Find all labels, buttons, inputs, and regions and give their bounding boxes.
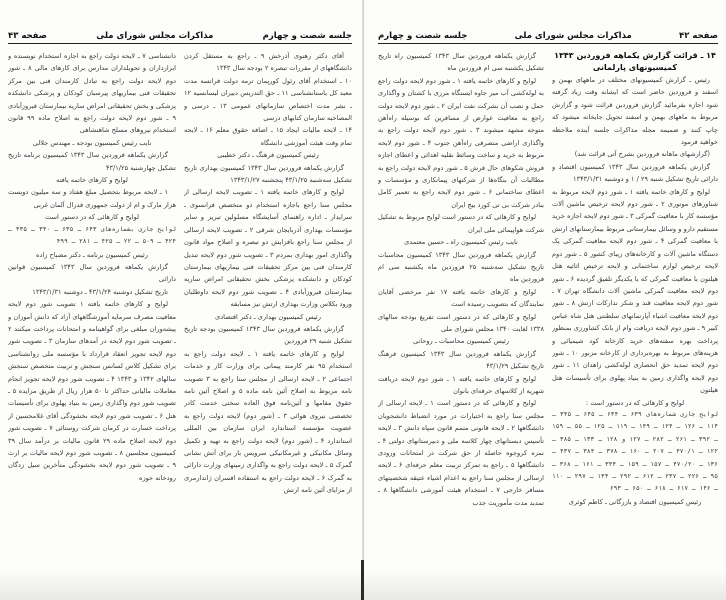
- column-right: [552, 50, 718, 560]
- paragraph: گزارش یکماهه فروردین سال ۱۳۴۳ کمیسیون بودجه تاریخ تشکیل شنبه ۲۹ فروردین: [184, 324, 352, 346]
- paragraph: لوایح و کارهای خاتمه یافته ۱ ـ شور دوم لایحه مربوط به شناورهای موتوری ۲ ـ شور دوم لایحه ترخیص ماشین آلات مؤسسه کار با معافیت گمرکی ۳ ـ شور دوم لایحه اجازه خرید مستقیم دارو و وسائل بیمارستانی مربوط بیمارستانهای ارتش با معافیت گمرکی ۴ ـ شور دوم لایحه معافیت گمرکی یک دستگاه ماشین آلات و کارخانه‌های زیبای کشور ۵ ـ شور دوم لایحه ترخیص لوازم ساختمانی و لایحه ترخیص اثاثیه هتل هیلتون با معافیت گمرکی که با یکدیگر تلفیق گردیده ۶ ـ شور دوم لایحه معافیت گمرکی ماشین آلات دانشگاه تهران ۷ ـ شور دوم لایحه معافیت قند و شکر ندارکات ارتش ۸ ـ شور دوم لایحه معافیت اشیاء آپارتمانهای سلطنتی هتل شاه عباس کبیر ۹ ـ شور دوم لایحه دریافت وام از بانک کشاورزی بمنظور پرداخت بهره سفته‌های خرید کارخانه کود شیمیائی و هزینه‌های مربوط به بهره‌برداری از کارخانه مزبور ۱۰ ـ شور دوم لایحه تمدید حق انحصاری لوله‌کشی زاهدان ۱۱ ـ شور دوم لایحه واگذاری زمین به بنیاد پهلوی برای تأسیسات هتل هیلتون: [552, 187, 718, 395]
- page-header: [378, 30, 718, 44]
- paragraph: گزارش یکماهه فروردین سال ۱۳۴۳ کمیسیون اقتصاد و دارائی تاریخ تشکیل شنبه ۲۹ / ۱ و دوشنبه ۱۳۴۳/۱/۳۱: [552, 162, 718, 184]
- paragraph: لوایح و کارهائی که در دستور است تفریغ بودجه سالهای ۱۳۳۸ لغایت ۱۳۴۰ مجلس شورای ملی: [378, 312, 544, 333]
- bill-numbers-list: لوایح جاری شماره‌های ۶۳۹ ـ ۶۳۴ ـ ۶۴۵ ـ ۳۴۵ ـ ۱۱۴ ـ ۱۲۶ ـ ۱۲۴ ـ ۱۴۹ ـ ۱۱۹ ـ ۱۲۵ ـ ۵۵ ـ ۱۵۹ ـ ۳۹۲ ـ ۲۶۱ ـ ۲۸۲ ـ ۱۲۷ و ۱۲۸ ـ ۱۳۳ ـ ۳۸۵ ـ ۱۲۲ ـ ۴۷۰/۱ ـ ۲۰۷ ـ ۱۶۰ ـ ۳۷۸ ـ ۳۸۴ ـ ۴۳۷ ـ ۱۳۶ ـ ۴۷۰/۲۰ ـ ۱۵۷ ـ ۱۵۹ ـ ۳۴۴ ـ ۱۶۱ ـ ۳۶۸ ـ ۹۵ ـ ۲۲۶ ـ ۲۳۷ ـ ۶۱۲ ـ ۲۹۲ ـ ۱۳۴ ـ ۲۹۷ ـ ۱۱۰ ـ ۱۴۶ ـ ۶۱۷ ـ ۶۱۸ ـ ۶۵۰ ـ ۶۹۳: [552, 410, 718, 493]
- paragraph: گزارش یکماهه فروردین سال ۱۳۴۳ کمیسیون فرهنگ تاریخ تشکیل ۴۳/۱/۲۹: [378, 349, 544, 371]
- paragraph: لوایح و کارهای خاتمه یافته ۱ ـ تصویب لایحه ارسالی از مجلس سنا راجع باجازه استخدام دو متخصص فرانسوی ـ سرایدار ـ اداره راهنمای آسایشگاه مسلولین تبریز و سایر مؤسسات بهداری آذربایجان شرقی ۲ ـ تصویب لایحه ارسالی از مجلس سنا راجع بافزایش دو تبصره و اصلاح مواد قانون واگذاری امور بهداری بمردم ۳ ـ تصویب شور دوم لایحه تبدیل کارمندان فنی بین مرکز تحقیقات فنی بیماریهای بیمارستان کودکان و دانشکده پزشکی بخش تحقیقاتی امراض ساریه بیمارستان فیروزآبادی ۴ ـ تصویب شور دوم لایحه داوطلبان ورود بکلاس وزارت بهداری ارتش نیز مسابقه: [184, 188, 352, 309]
- paragraph: لوایح و کارهای خاتمه یافته ۱ تصویب شور دوم لایحه معافیت مصرف سرمایه آموزشگاههای آزاد که دانش آموزان و پیشه‌وران مبلغی برای گواهینامه و امتحانات پرداخت میکنند ۲ ـ تصویب شور دوم لایحه در آمدهای سازمان ۳ ـ تصویب شور دوم لایحه تجویز انعقاد قرارداد با مؤسسه ملی روانشناسی برای تشکیل کلاس لسانس سنجش و تربیت متخصص سنجش سالهای ۱۳۴۲ و ۱۳۴۳ ۴ ـ تصویب شور دوم لایحه تجویز انجام معاملات مالیاتی حداکثر تا ۵۰ هزار ریال از طریق مزایده ۵ ـ تصویب شور دوم واگذاری زمین به بنیاد پهلوی برای تأسیسات هتل ۶ ـ تصویب شور دوم لایحه بخشودگی آقای غلامحسین از پرداخت خسارت در کرمان شرکت روستائی ۷ ـ تصویب شور دوم لایحه اصلاح ماده ۲۹ قانون مالیات بر درآمد سال ۳۹ کمیسیون مجلسین ۸ ـ تصویب شور دوم لایحه مالیات بر ارث ۹ ـ تصویب شور دوم لایحه بخشودگی متأخرین سیل زدگان رودخانه حوزه: [8, 300, 176, 482]
- paragraph: گزارش یکماهه فروردین سال ۱۳۴۳ کمیسیون برنامه تاریخ تشکیل چهارشنبه ۴۳/۱/۲۵: [8, 151, 176, 172]
- text-columns: [378, 50, 718, 560]
- journal-title: مذاکرات مجلس شورای ملی: [96, 31, 214, 41]
- paragraph: لوایح و کارهای خاتمه یافته ۱ ـ شور دوم لایحه دولت راجع به لوله‌کشی آب میر جاوه ایستگاه مرزی با کشتان و واگذاری حمل و نصب آن بشرکت نفت ایران ۲ ـ شور دوم لایحه دولت راجع به معافیت عوارض از مسافرین که بوسیله راه‌آهن متوجه مشهد میشوند ۳ ـ شور دوم لایحه دولت راجع به واگذاری اراضی متصرفی راه‌آهن جنوب ۴ ـ شور دوم لایحه مربوط به خرید و ساخت وسائط نقلیه اهدائی و اعطای اجازه فروش شکوهای حال فرش ۵ ـ شور دوم لایحه دولت راجع به مطالبات آن بنگاه‌ها از شرکتهای پیمانکاری و مؤسسات و اعطای ساختمانی ۶ ـ شور دوم لایحه راجع به تعمیر کامل بنادر شرکت بی تی کورد بیج ایران: [378, 76, 544, 209]
- column-left: [378, 50, 544, 560]
- paragraph: لوایح و کارهای خاتمه یافته ۱ ـ لایحه دولت راجع به استخدام ۹۵ نفر کارمند پیمانی برای وزارت کار و خدمات اجتماعی ۲ ـ لایحه ارسالی از مجلس سنا راجع به ۳ تصویب نامه مربوط به اصلاح آئین نامه ماده ۵ و اصلاح آئین نامه حقوق مقامها و آئین‌نامه فوق العاده سختی خدمت کادر تخصصی نیروی هوائی ۳ ـ (شور دوم) لایحه دولت راجع به عضویت مؤسسه استاندارد ایران سازمان بین المللی استاندارد ۴ ـ (شور دوم) لایحه دولت راجع به تهیه و تکمیل وسائل مکانیکی و غیرمکانیکی سرویس بار برای آتش نشانی گمرک ۵ ـ لایحه دولت راجع به واگذاری زمینهای وزارت دارائی به گمرک ۶ ـ لایحه دولت راجع به استفاده افسران ژاندارمری از مزایای آئین نامه ارتش: [184, 349, 352, 495]
- signature-or-subheading: لوایح و کارهای خاتمه یافته: [56, 176, 128, 185]
- paragraph: آقای دکتر رهنوی آذرخش ۹ ـ راجع به مستقل کردن دانشگاههای از مقررات تبصره ۲ بودجه سال ۱۳۴۳: [184, 52, 352, 73]
- paragraph: لوایح و کارهائی که در دستور است لوایح مربوط به تشکیل شرکت هواپیمائی ملی ایران: [378, 213, 544, 234]
- journal-title: مذاکرات مجلس شورای ملی: [514, 31, 632, 41]
- paragraph: لوایح و کارهائی که در دستور است ۱ ـ لایحه ارسالی از مجلس سنا راجع به اختیارات در مورد انضباط دانشجویان دانشگاهها ۲ ـ لایحه قانونی متمم قانون سپاه دانش ۳ ـ لایحه تأسیس دبستانهای چهار کلاسه ملی و دبیرستانهای دولتی ۴ ـ نمره کروجوه حاصله از حق شرکت در امتحانات ورودی دانشگاهها ۵ ـ راجع به تمرکز تربیت معلم حرفه‌ای ۶ ـ لایحه ارسالی از مجلس سنا راجع به اعدام اشیاء عتیقه شخصیتهای مسافر خارجی ۷ ـ استخدام هیئت آموزشی دانشگاهها ۸ ـ تمدید مدت مأموریت جذب: [378, 399, 544, 507]
- signature-or-subheading: لوایح و کارهائی که در دستور است :: [585, 398, 685, 407]
- column-right: [184, 50, 352, 560]
- signature-or-subheading: نایب رئیس کمیسیون بودجه ـ مهندس جلالی: [32, 138, 152, 147]
- column-left: [8, 50, 176, 560]
- page-header: [8, 30, 352, 44]
- signature-or-subheading: رئیس کمیسیون فرهنگ ـ دکتر خطیبی: [217, 151, 319, 160]
- signature-or-subheading: نایب رئیس کمیسیون راه ـ حسین معتمدی: [404, 238, 518, 247]
- scan-shadow: [364, 570, 726, 600]
- signature-or-subheading: رئیس کمیسیون محاسبات ـ روحانی: [412, 337, 510, 346]
- page-42: [364, 0, 726, 600]
- paragraph: دانشناسی ۷ ـ لایحه دولت راجع به اجازه استخدام نویسنده و ابزارداران و تحویلداران مدارس برای کارهای مالی ۸ ـ شور دوم لایحه دولت راجع به تبادل کارمندان فنی بین مرکز تحقیقات فنی بیماریهای پیرسبان کودکان و پزشکی دانشکده پزشکی و بخش تحقیقاتی امراض ساریه بیمارستان فیروزآبادی ۹ ـ شور دوم لایحه دولت راجع به اصلاح ماده ۹۹ قانون استخدام نیروهای مسلح شاهنشاهی: [8, 52, 176, 135]
- paragraph: رئیس ـ گزارش کمیسیونهای مختلف در ماههای بهمن و اسفند و فروردین حاضر است که ایشانه وقت زیاد گرفته شود اجازه بفرمائید گزارش فروردین قرائت شود و گزارش مربوط به ماههای بهمن و اسفند تحویل جایخانه میشود که چاپ کنند و ضمیمه مجله مذاکرات جلسه آینده ملاحظه خواهید فرمود: [552, 76, 718, 147]
- signature-or-subheading: رئیس کمیسیون برنامه ـ دکتر مصباح زاده: [36, 250, 148, 259]
- paragraph: ۱۴ ـ لایحه مالیات ایجاد ۱۵ ـ اضافه حقوق معلم ۱۶ ـ لایحه تمام وقت هیئت آموزشی دانشگاه: [184, 126, 352, 147]
- session-label: جلسه شصت و چهارم: [378, 31, 468, 41]
- session-label: جلسه شصت و چهارم: [262, 31, 352, 41]
- signature-or-subheading: رئیس کمیسیون بهداری ـ دکتر اقتصادی: [215, 312, 321, 321]
- paragraph: ۱۰ ـ استخدام آقای رئول کورپمان ترمه دولت فرانسه مدت معبد کل باستانشناسی ۱۱ ـ حق التدریس دبیران لیسانسیه ۱۲ ـ نشر مدت اختصاص سازمانهای عمومی ۱۳ ـ درسی و المصاحبه سازمان کتابهای درسی: [184, 76, 352, 123]
- paragraph: ۱ ـ لایحه مربوط بتحصیل مبلغ هفتاد و سه میلیون دویست هزار مارک و ام از دولت جمهوری فدرال آلمان غربی: [8, 188, 176, 209]
- text-columns: [8, 50, 352, 560]
- page-number: صفحه ۴۳: [8, 31, 47, 41]
- signature-or-subheading: لوایح و کارهائی که در دستور است: [45, 213, 139, 222]
- bill-numbers-list: لوایح جاری بشماره‌های ۶۴۳ ـ ۶۳۵ ـ ۳۴۰ ـ ۳۳۵ ـ ۴۲۴ ـ ۵۰۹ ـ ۲۲ ـ ۴۲۵ ـ ۲۸۱ ـ ۴۹۹: [8, 225, 176, 246]
- paragraph: گزارش یکماهه فروردین سال ۱۳۴۳ کمیسیون محاسبات تاریخ تشکیل سه‌شنبه ۲۵ فروردین ماه یکشنبه سی ام فروردین ماه: [378, 250, 544, 284]
- paragraph: گزارش یکماهه فروردین سال ۱۳۴۳ کمیسیون قوانین دارائی: [8, 262, 176, 284]
- signature-or-subheading: رئیس کمیسیون اقتصاد و بازرگانی ـ کاظم کوثری: [568, 497, 702, 506]
- page-number: صفحه ۴۲: [679, 31, 718, 41]
- paragraph: لوایح و کارهای خاتمه یافته ۱ ـ شور دوم لایحه دریافت شهریه از کلاسهای حرفه‌ای بانوان: [378, 374, 544, 395]
- section-title: ۱۴ ـ قرائت گزارش یکماهه فروردین ۱۳۴۳ کمیسیونهای پارلمانی: [554, 51, 716, 72]
- paragraph: تاریخ تشکیل دوشنبه ۴۳/۱/۲۴ ـ دوشنبه ۱۳۴۳/۱/۳۱: [32, 287, 168, 296]
- paragraph: گزارش یکماهه فروردین سال ۱۳۴۳ کمیسیون راه تاریخ تشکیل یکشنبه سی ام فروردین ماه: [378, 52, 544, 73]
- paragraph: (گزارشهای ماهانه فروردین بشرح آتی قرائت شد): [574, 150, 710, 159]
- paragraph: گزارش یکماهه فروردین سال ۱۳۴۳ کمیسیون بهداری تاریخ تشکیل سه‌شنبه ۴۳/۱/۲۵ پنجشنبه ۱۳۴۳/۱/۲۷: [184, 163, 352, 185]
- scan-shadow: [0, 570, 362, 600]
- paragraph: لوایح و کارهای خاتمه یافته ۱۷ نفر مرخصی آقایان نمایندگان که بتصویب رسیده است: [378, 287, 544, 309]
